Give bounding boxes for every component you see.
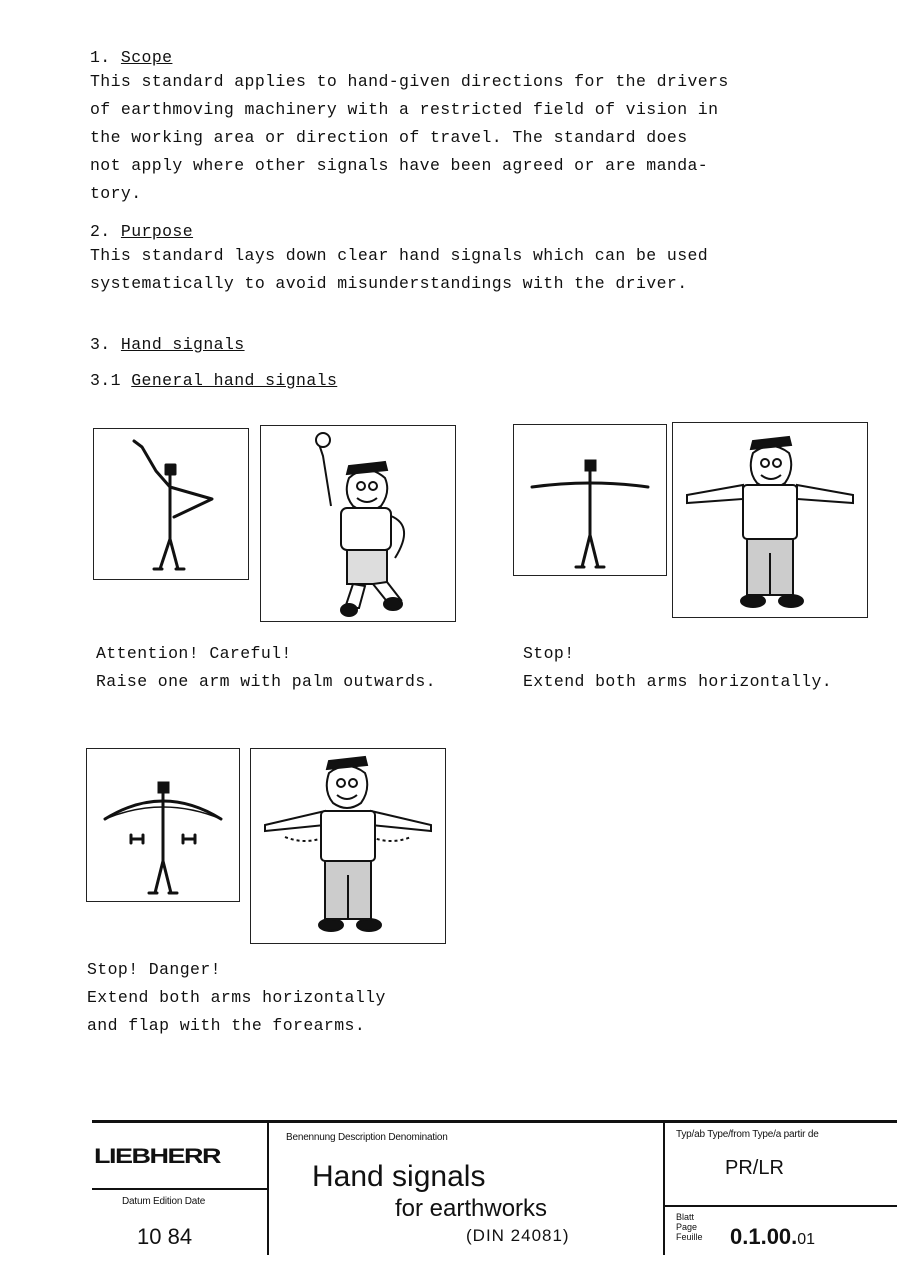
danger-cartoon-figure	[250, 748, 446, 944]
section-2-line: systematically to avoid misunderstandings with the driver.	[90, 274, 688, 293]
section-3-number: 3.	[90, 335, 111, 354]
sheet-number	[730, 1224, 815, 1250]
document-subtitle: for earthworks	[395, 1195, 548, 1222]
stop-caption	[523, 640, 832, 696]
title-block-logo-divider	[92, 1188, 268, 1190]
stop-cartoon-figure	[672, 422, 868, 618]
danger-description-line: Extend both arms horizontally	[87, 988, 386, 1007]
sheet-label-feuille: Feuille	[676, 1232, 703, 1242]
sheet-number-main: 0.1.00.	[730, 1224, 798, 1249]
din-standard: (DIN 24081)	[466, 1226, 570, 1245]
danger-heading: Stop! Danger!	[87, 960, 221, 979]
section-1-heading	[90, 48, 172, 67]
section-3-1-number: 3.1	[90, 371, 121, 390]
sheet-number-suffix: 01	[797, 1231, 816, 1248]
sheet-label-page: Page	[676, 1222, 698, 1232]
attention-cartoon-icon	[261, 426, 455, 621]
date-label: Datum Edition Date	[122, 1196, 206, 1207]
type-label: Typ/ab Type/from Type/a partir de	[676, 1129, 819, 1140]
section-3-title: Hand signals	[120, 335, 245, 354]
section-2-heading	[90, 222, 193, 241]
danger-description-line: and flap with the forearms.	[87, 1016, 366, 1035]
title-block-divider-right	[663, 1120, 665, 1255]
date-value: 10 84	[137, 1224, 193, 1249]
section-3-1-title: General hand signals	[131, 371, 338, 390]
stop-stick-figure	[513, 424, 667, 576]
section-3-1-heading	[90, 371, 337, 390]
danger-caption	[87, 956, 386, 1040]
section-3-heading	[90, 335, 245, 354]
attention-heading: Attention! Careful!	[96, 644, 292, 663]
stop-stick-icon	[514, 425, 666, 575]
attention-description: Raise one arm with palm outwards.	[96, 672, 436, 691]
denomination-label: Benennung Description Denomination	[286, 1132, 448, 1143]
section-1-line: This standard applies to hand-given directions for the drivers	[90, 72, 729, 91]
liebherr-logo: LIEBHERR	[94, 1144, 221, 1168]
stop-description: Extend both arms horizontally.	[523, 672, 833, 691]
stop-heading: Stop!	[523, 644, 575, 663]
sheet-label	[676, 1212, 703, 1242]
section-2-number: 2.	[90, 222, 111, 241]
danger-cartoon-icon	[251, 749, 445, 943]
section-1-line: the working area or direction of travel. The standard does	[90, 128, 688, 147]
stop-cartoon-icon	[673, 423, 867, 617]
danger-stick-figure	[86, 748, 240, 902]
section-2-line: This standard lays down clear hand signals which can be used	[90, 246, 709, 265]
section-1-line: tory.	[90, 184, 142, 203]
section-1-body	[90, 68, 810, 208]
title-block-type-divider	[664, 1205, 897, 1207]
attention-stick-figure	[93, 428, 249, 580]
section-1-number: 1.	[90, 48, 111, 67]
section-1-line: not apply where other signals have been agreed or are manda-	[90, 156, 709, 175]
title-block-top-border	[92, 1120, 897, 1123]
attention-caption	[96, 640, 436, 696]
document-title: Hand signals	[312, 1160, 486, 1193]
section-1-line: of earthmoving machinery with a restricted field of vision in	[90, 100, 719, 119]
section-1-title: Scope	[120, 48, 173, 67]
sheet-label-blatt: Blatt	[676, 1212, 695, 1222]
section-2-title: Purpose	[120, 222, 194, 241]
type-value: PR/LR	[725, 1157, 784, 1179]
attention-cartoon-figure	[260, 425, 456, 622]
section-2-body	[90, 242, 810, 298]
danger-stick-icon	[87, 749, 239, 901]
attention-stick-icon	[94, 429, 248, 579]
